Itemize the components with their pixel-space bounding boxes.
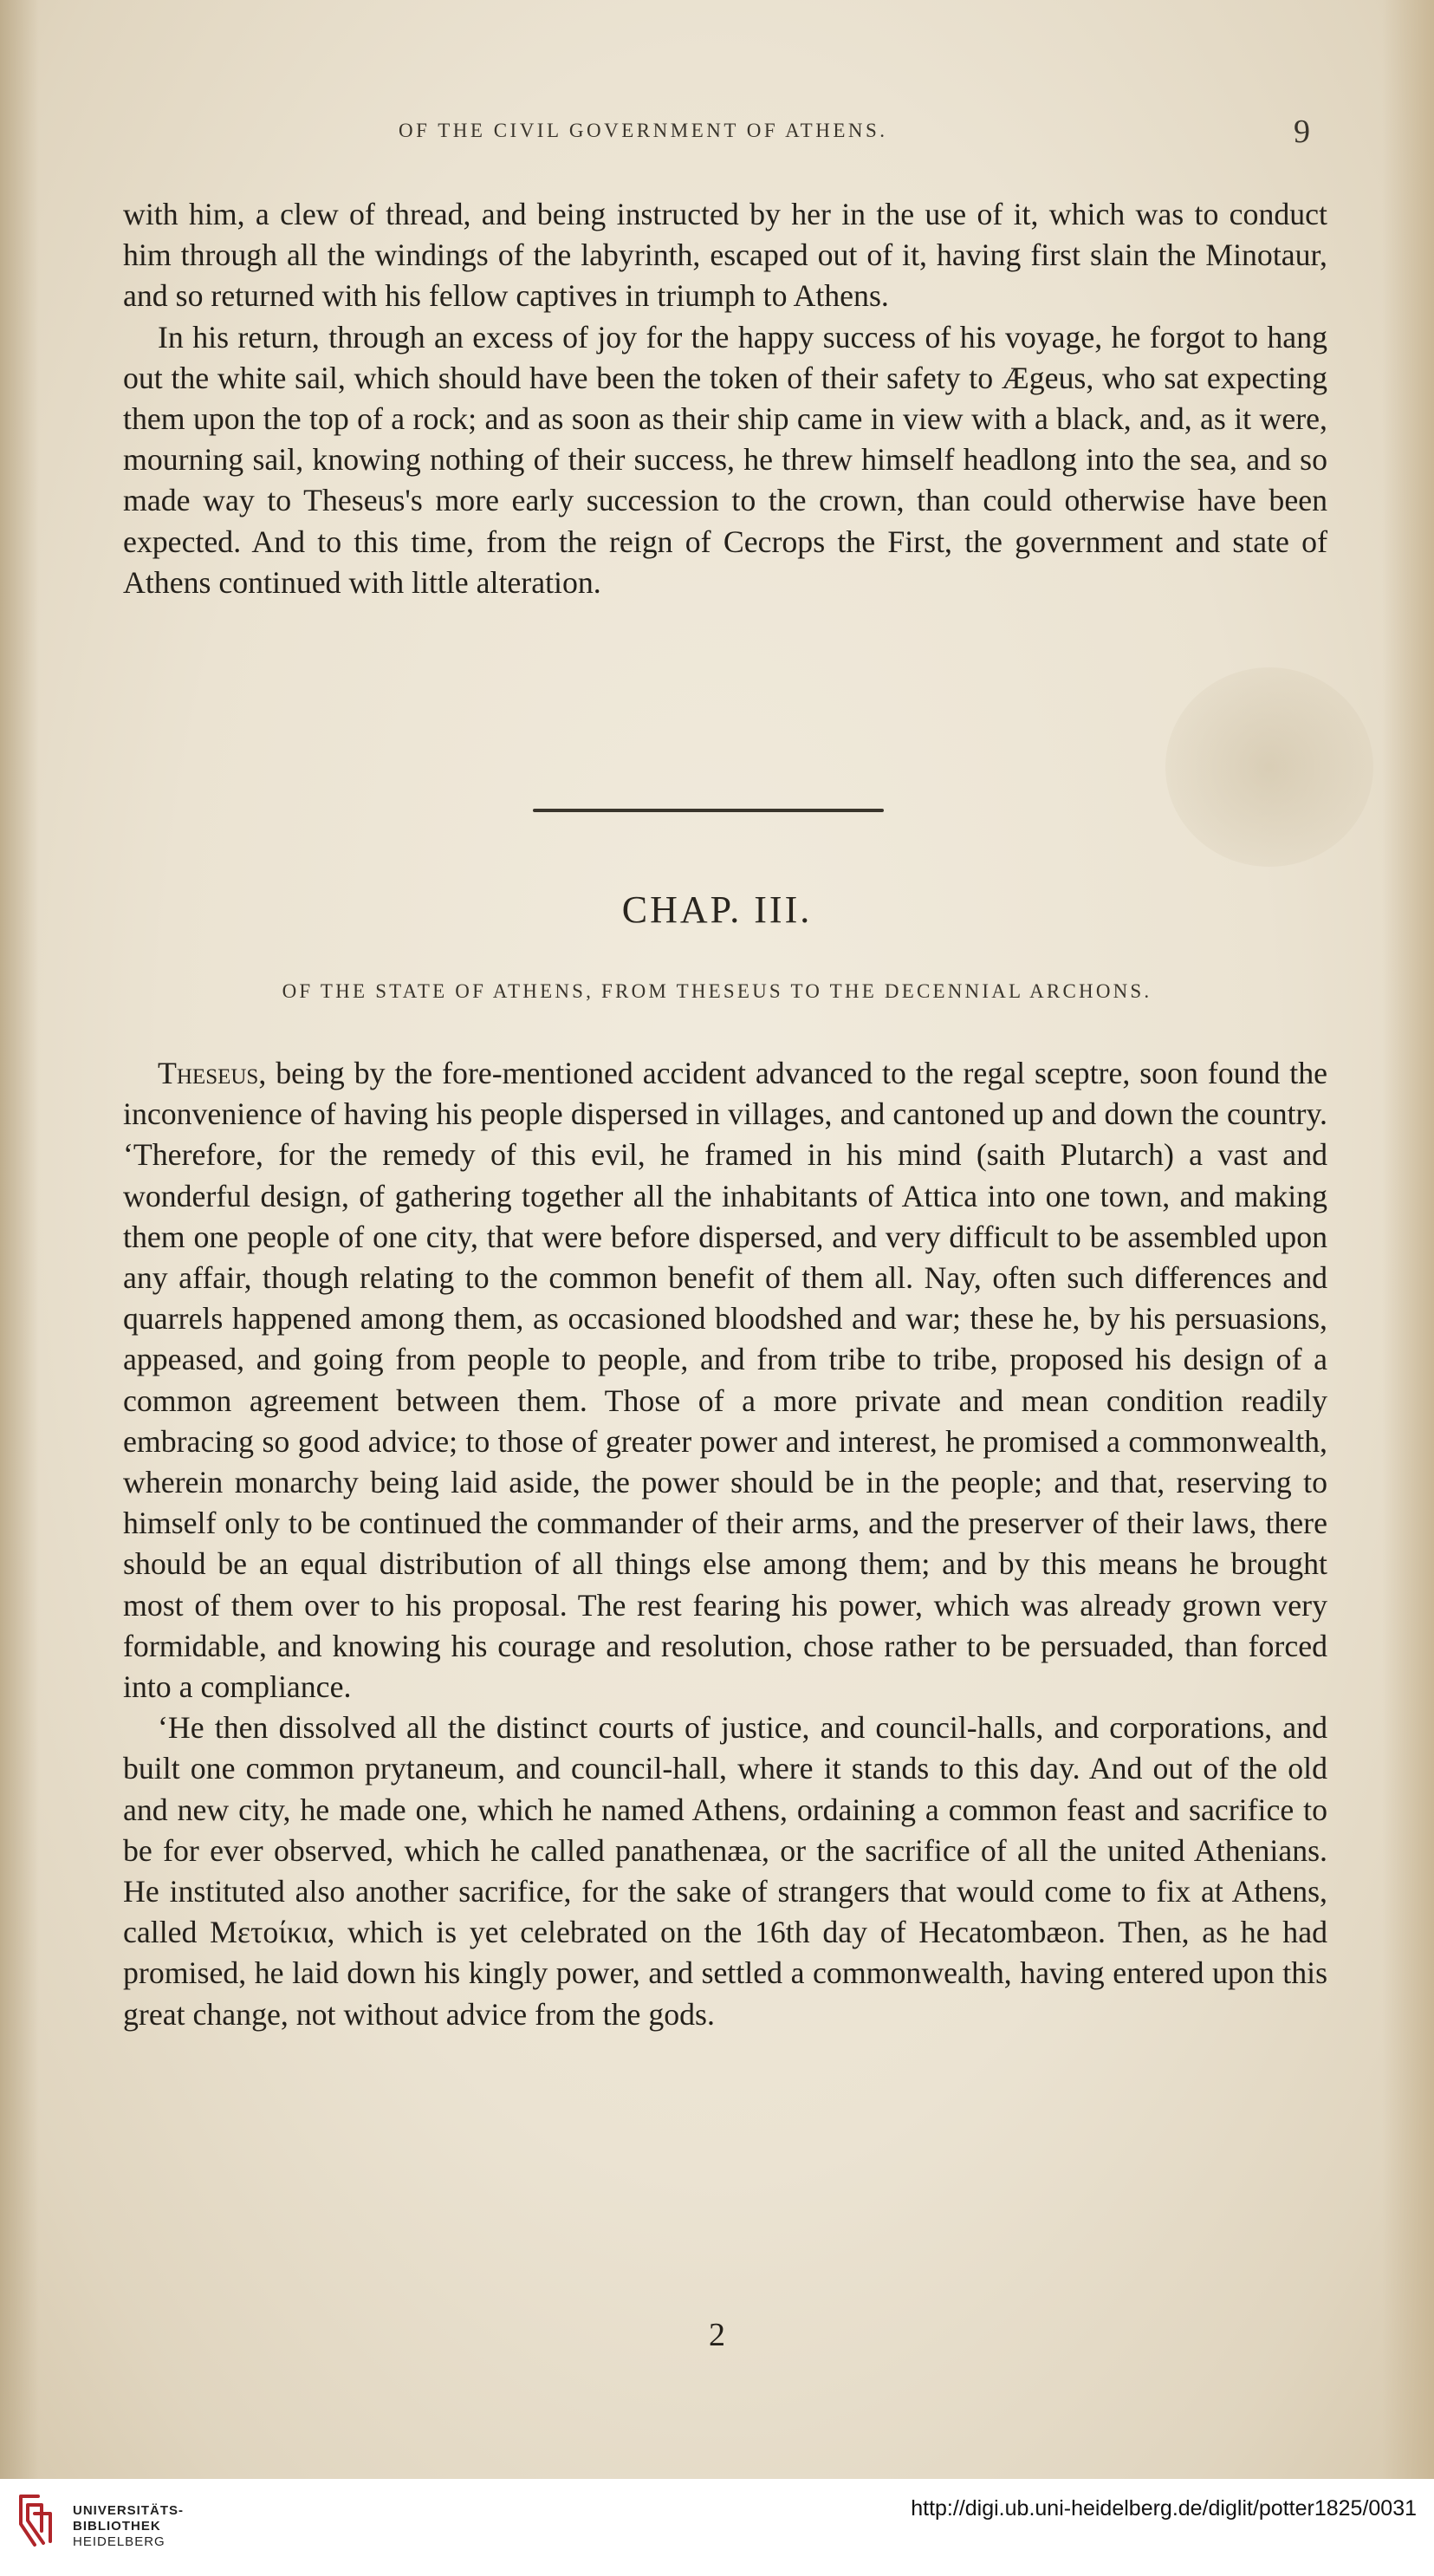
paragraph-continued: with him, a clew of thread, and being instructed by her in the use of it, which was to conduct him through all the windings of the labyrinth, escaped out of it, having first slain the Minotaur, and so returned with his fellow captives in triumph to Athens.: [123, 197, 1327, 314]
running-head: [0, 114, 1434, 154]
paragraph-lead-word: Theseus,: [158, 1056, 267, 1090]
chapter-heading: CHAP. III.: [621, 888, 813, 931]
signature-mark: 2: [709, 2317, 725, 2353]
library-name-line: BIBLIOTHEK: [73, 2519, 161, 2534]
page-edge-shadow-right: [1382, 0, 1434, 2479]
paragraph-text: being by the fore-mentioned accident advanced to the regal sceptre, soon found the inconvenience of having his people dispersed in villages, and cantoned up and down the country. ‘Therefore, for the remedy of this evil, he framed in his mind (saith Plutarch) a vast and wonderful design, of gathering together all the inhabitants of Attica into one town, and making them one people of one city, that were before dispersed, and very difficult to be assembled upon any affair, though relating to the common benefit of them all. Nay, often such differences and quarrels happened among them, as occasioned bloodshed and war; these he, by his persuasions, appeased, and going from people to people, and from tribe to tribe, proposed his design of a common agreement between them. Those of a more private and mean condition readily embracing so good advice; to those of greater power and interest, he promised a commonwealth, wherein monarchy being laid aside, the power should be in the people; and that, reserving to himself only to be continued the commander of their arms, and the preserver of their laws, there should be an equal distribution of all things else among them; and by this means he brought most of them over to his proposal. The rest fearing his power, which was already grown very formidable, and knowing his courage and resolution, chose rather to be persuaded, than forced into a compliance.: [123, 1056, 1327, 1705]
chapter-body: [123, 1053, 1327, 2035]
continued-text-section: [123, 194, 1327, 603]
library-logo-icon: [16, 2489, 57, 2552]
library-name: [73, 2503, 184, 2550]
page-number: 9: [1294, 114, 1310, 150]
footer-bar: [0, 2479, 1434, 2576]
paper-stain: [1165, 667, 1373, 867]
running-title: OF THE CIVIL GOVERNMENT OF ATHENS.: [399, 120, 888, 141]
library-name-line: HEIDELBERG: [73, 2534, 165, 2549]
paragraph-text: ‘He then dissolved all the distinct courts of justice, and council-halls, and corporations, and built one common prytaneum, and council-hall, where it stands to this day. And out of the old and new city, he made one, which he named Athens, ordaining a common feast and sacrifice to be for ever observed, which he called panathenæa, or the sacrifice of all the united Athenians. He instituted also another sacrifice, for the sake of strangers that would come to fix at Athens, called Μετοίκια, which is yet celebrated on the 16th day of Hecatombæon. Then, as he had promised, he laid down his kingly power, and settled a commonwealth, having entered upon this great change, not without advice from the gods.: [123, 1710, 1327, 2032]
paragraph-return-voyage: In his return, through an excess of joy for the happy success of his voyage, he forgot to hang out the white sail, which should have been the token of their safety to Ægeus, who sat expecting them upon the top of a rock; and as soon as their ship came in view with a black, and, as it were, mourning sail, knowing nothing of their success, he threw himself headlong into the sea, and so made way to Theseus's more early succession to the crown, than could otherwise have been expected. And to this time, from the reign of Cecrops the First, the government and state of Athens continued with little alteration.: [123, 319, 1327, 600]
paragraph-dissolution: [123, 1708, 1327, 2035]
page-edge-shadow-left: [0, 0, 39, 2479]
chapter-subtitle: OF THE STATE OF ATHENS, FROM THESEUS TO THE DECENNIAL ARCHONS.: [282, 980, 1152, 1002]
paragraph-theseus: [123, 1053, 1327, 1708]
source-url-link[interactable]: http://digi.ub.uni-heidelberg.de/diglit/potter1825/0031: [911, 2496, 1417, 2521]
section-divider-rule: [533, 809, 884, 812]
library-name-line: UNIVERSITÄTS-: [73, 2503, 185, 2518]
